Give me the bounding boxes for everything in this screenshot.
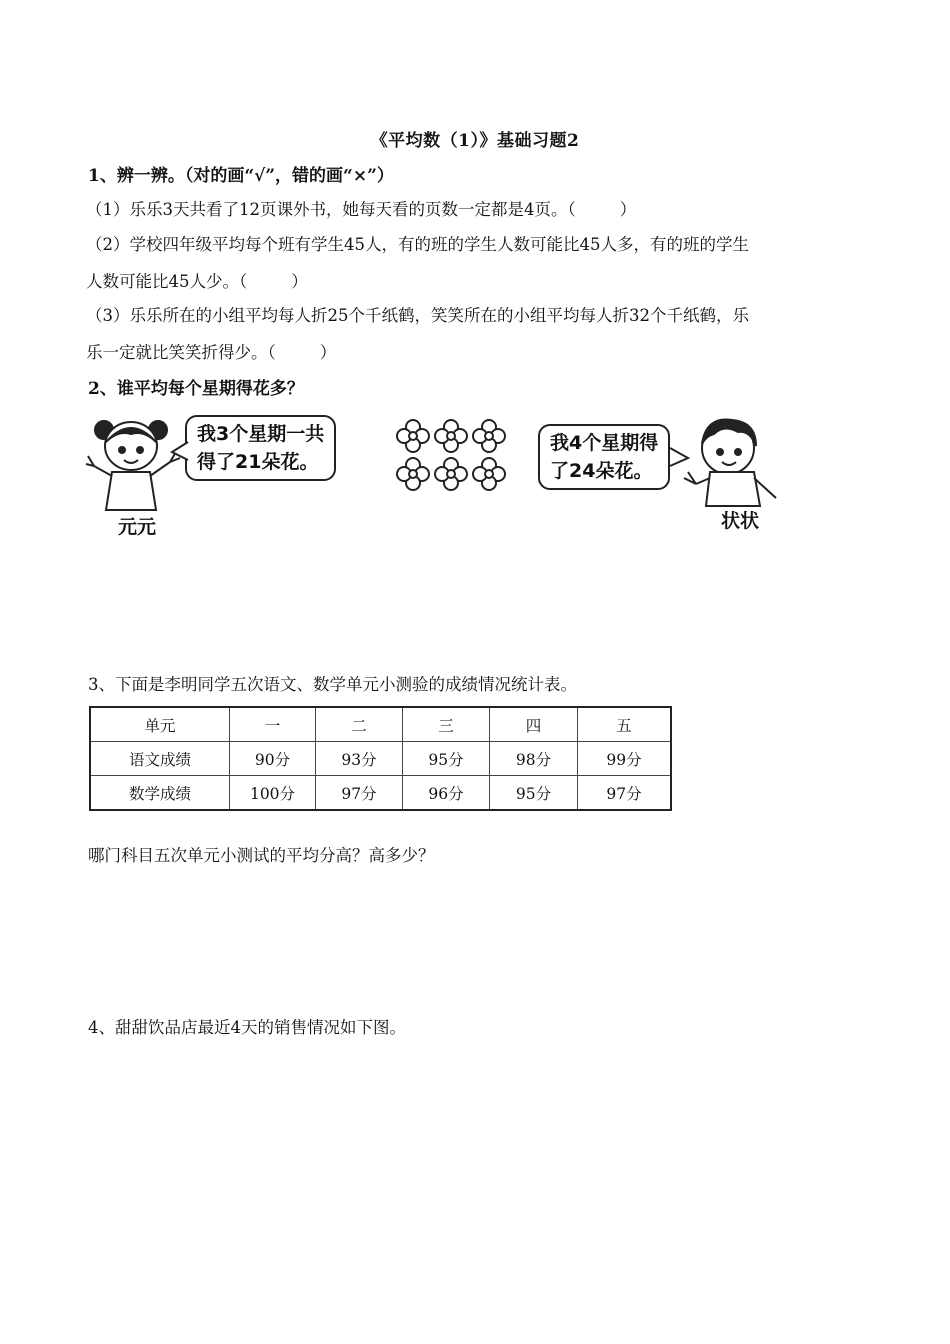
- q3-heading-text: 3、下面是李明同学五次语文、数学单元小测验的成绩情况统计表。: [88, 675, 577, 694]
- q1-item-2-close: ）: [291, 272, 308, 291]
- table-cell: 语文成绩: [90, 742, 230, 776]
- bubble-tail-left: [170, 440, 190, 464]
- table-row: [90, 742, 671, 776]
- table-header-row: [90, 707, 671, 742]
- table-header-cell: 二: [316, 707, 403, 742]
- left-bubble-line1: 我3个星期一共: [197, 423, 325, 445]
- table-cell: 100分: [230, 776, 316, 811]
- q3-question: 哪门科目五次单元小测试的平均分高？高多少？: [88, 846, 435, 865]
- q1-item-3-text: 乐一定就比笑笑折得少。（: [86, 343, 276, 362]
- q1-item-3-line2: [86, 339, 336, 363]
- q2-heading: 2、谁平均每个星期得花多？: [88, 379, 304, 399]
- q1-item-3-close: ）: [319, 343, 337, 362]
- right-bubble-line1: 我4个星期得: [550, 432, 659, 454]
- table-header-cell: 三: [403, 707, 490, 742]
- table-cell: 95分: [490, 776, 578, 811]
- scores-table: [89, 706, 672, 811]
- flowers-illustration: [395, 416, 507, 494]
- table-header-cell: 五: [578, 707, 672, 742]
- table-header-cell: 一: [230, 707, 316, 742]
- table-cell: 数学成绩: [90, 776, 230, 811]
- table-cell: 97分: [578, 776, 672, 811]
- table-cell: 93分: [316, 742, 403, 776]
- table-cell: 96分: [403, 776, 490, 811]
- yuanyuan-speech-bubble: [185, 415, 336, 481]
- table-cell: 99分: [578, 742, 672, 776]
- yuanyuan-name-label: 元元: [118, 516, 157, 538]
- girl-illustration: [84, 412, 184, 520]
- q1-heading: 1、辨一辨。（对的画“√”，错的画“×”）: [88, 166, 394, 186]
- page-title: 《平均数（1）》基础习题2: [370, 131, 580, 151]
- table-header-cell: 单元: [90, 707, 230, 742]
- q1-item-1-text: （1）乐乐3天共看了12页课外书，她每天看的页数一定都是4页。（: [86, 200, 576, 219]
- table-cell: 97分: [316, 776, 403, 811]
- q1-item-2-text: 人数可能比45人少。（: [86, 272, 248, 291]
- q4-heading: 4、甜甜饮品店最近4天的销售情况如下图。: [88, 1018, 406, 1037]
- q1-item-1: [86, 196, 636, 220]
- boy-illustration: [680, 414, 784, 510]
- table-cell: 98分: [490, 742, 578, 776]
- left-bubble-line2: 得了21朵花。: [197, 451, 319, 473]
- table-header-cell: 四: [490, 707, 578, 742]
- q1-item-2-line2: [86, 268, 308, 292]
- table-cell: 90分: [230, 742, 316, 776]
- table-row: [90, 776, 671, 811]
- q1-item-1-close: ）: [619, 200, 637, 219]
- q1-item-3-line1: （3）乐乐所在的小组平均每人折25个千纸鹤，笑笑所在的小组平均每人折32个千纸鹤，乐: [86, 306, 749, 325]
- right-bubble-line2: 了24朵花。: [550, 460, 653, 482]
- zhuangzhuang-speech-bubble: [538, 424, 670, 490]
- q1-item-2-line1: （2）学校四年级平均每个班有学生45人，有的班的学生人数可能比45人多，有的班的学生: [86, 235, 749, 254]
- zhuangzhuang-name-label: 状状: [721, 510, 760, 532]
- q3-heading: [88, 671, 577, 695]
- table-cell: 95分: [403, 742, 490, 776]
